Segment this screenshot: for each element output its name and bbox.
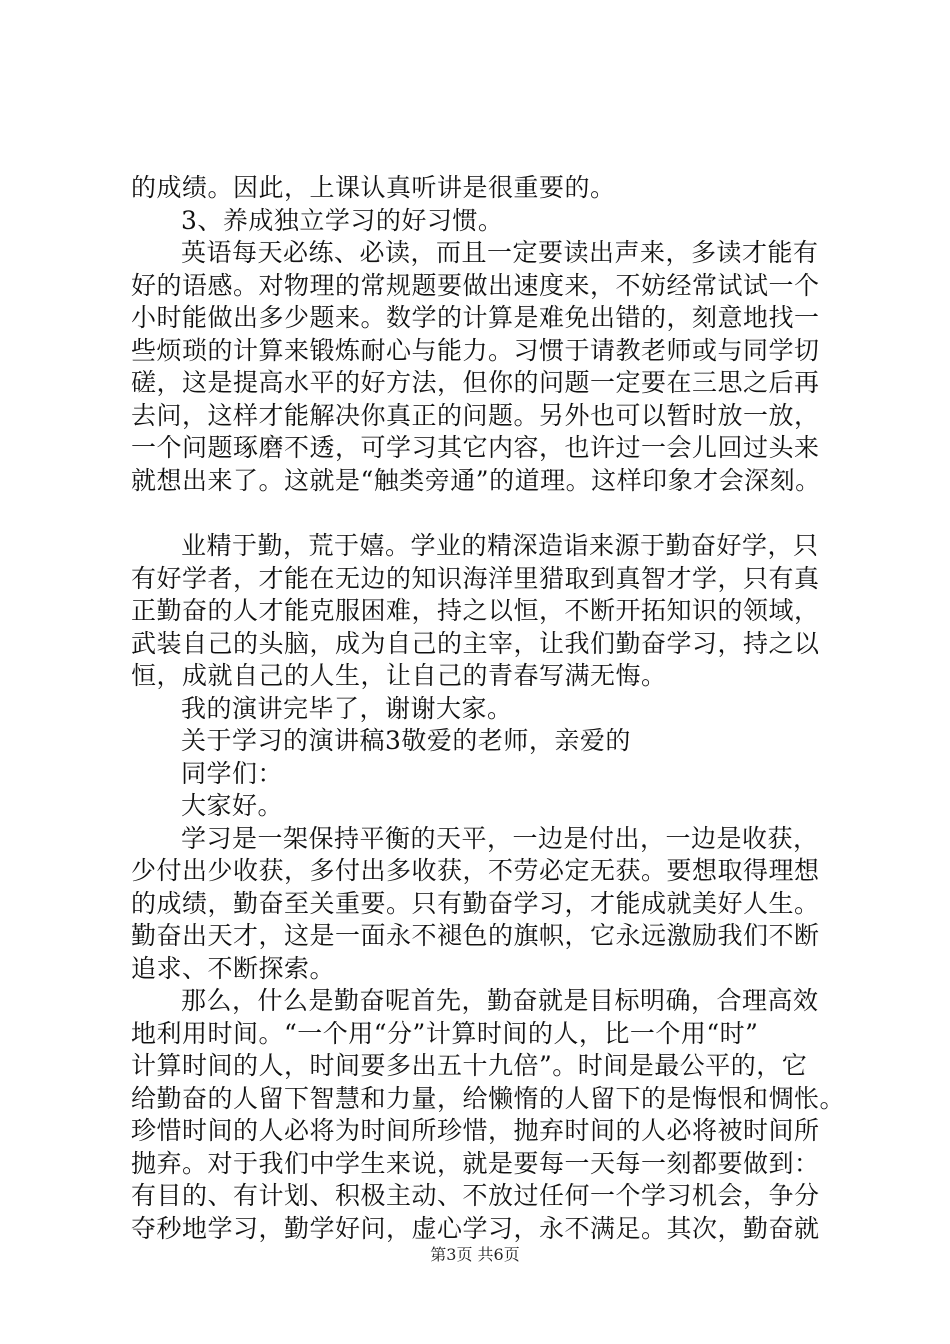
- text-line: 就想出来了。这就是“触类旁通”的道理。这样印象才会深刻。: [131, 465, 821, 495]
- text-line: 去问，这样才能解决你真正的问题。另外也可以暂时放一放，: [131, 400, 820, 430]
- text-line: 的成绩。因此，上课认真听讲是很重要的。: [131, 173, 616, 202]
- text-line: 计算时间的人，时间要多出五十九倍”。时间是最公平的，它: [131, 1051, 808, 1080]
- text-line: 有目的、有计划、积极主动、不放过任何一个学习机会，争分: [131, 1181, 820, 1210]
- text-line: 学习是一架保持平衡的天平，一边是付出，一边是收获，: [181, 823, 819, 853]
- text-line: 磋，这是提高水平的好方法，但你的问题一定要在三思之后再: [131, 368, 820, 397]
- text-line: 给勤奋的人留下智慧和力量，给懒惰的人留下的是悔恨和惆怅。: [131, 1083, 846, 1113]
- text-line: 追求、不断探索。: [131, 953, 336, 983]
- text-line: 正勤奋的人才能克服困难，持之以恒，不断开拓知识的领域，: [131, 596, 820, 625]
- body-text: [131, 172, 846, 1245]
- text-line: 业精于勤，荒于嬉。学业的精深造诣来源于勤奋好学，只: [181, 531, 819, 560]
- text-line: 关于学习的演讲稿3敬爱的老师，亲爱的: [181, 726, 631, 755]
- text-line: 英语每天必练、必读，而且一定要读出声来，多读才能有: [181, 238, 819, 267]
- text-line: 我的演讲完毕了，谢谢大家。: [181, 693, 513, 723]
- paragraph-gap: [131, 497, 831, 530]
- text-line: 好的语感。对物理的常规题要做出速度来，不妨经常试试一个: [131, 270, 820, 300]
- text-line: 小时能做出多少题来。数学的计算是难免出错的，刻意地找一: [131, 303, 820, 332]
- page-footer: 第3页 共6页: [430, 1245, 520, 1264]
- text-line: 大家好。: [181, 791, 284, 820]
- text-line: 夺秒地学习，勤学好问，虚心学习，永不满足。其次，勤奋就: [131, 1213, 820, 1243]
- text-line: 恒，成就自己的人生，让自己的青春写满无悔。: [131, 661, 667, 690]
- text-line: 那么，什么是勤奋呢首先，勤奋就是目标明确，合理高效: [181, 986, 819, 1015]
- text-line: 勤奋出天才，这是一面永不褪色的旗帜，它永远激励我们不断: [131, 921, 820, 950]
- text-line: 3、养成独立学习的好习惯。: [181, 205, 504, 235]
- text-line: 武装自己的头脑，成为自己的主宰，让我们勤奋学习，持之以: [131, 628, 820, 658]
- text-line: 抛弃。对于我们中学生来说，就是要每一天每一刻都要做到：: [131, 1148, 820, 1178]
- text-line: 少付出少收获，多付出多收获，不劳必定无获。要想取得理想: [131, 856, 820, 885]
- text-line: 些烦琐的计算来锻炼耐心与能力。习惯于请教老师或与同学切: [131, 335, 820, 365]
- text-line: 的成绩，勤奋至关重要。只有勤奋学习，才能成就美好人生。: [131, 888, 820, 918]
- text-line: 珍惜时间的人必将为时间所珍惜，抛弃时间的人必将被时间所: [131, 1116, 820, 1145]
- text-line: 同学们：: [181, 758, 284, 788]
- text-line: 一个问题琢磨不透，可学习其它内容，也许过一会儿回过头来: [131, 433, 820, 462]
- text-line: 地利用时间。“一个用“分”计算时间的人，比一个用“时”: [131, 1018, 759, 1048]
- text-line: 有好学者，才能在无边的知识海洋里猎取到真智才学，只有真: [131, 563, 820, 593]
